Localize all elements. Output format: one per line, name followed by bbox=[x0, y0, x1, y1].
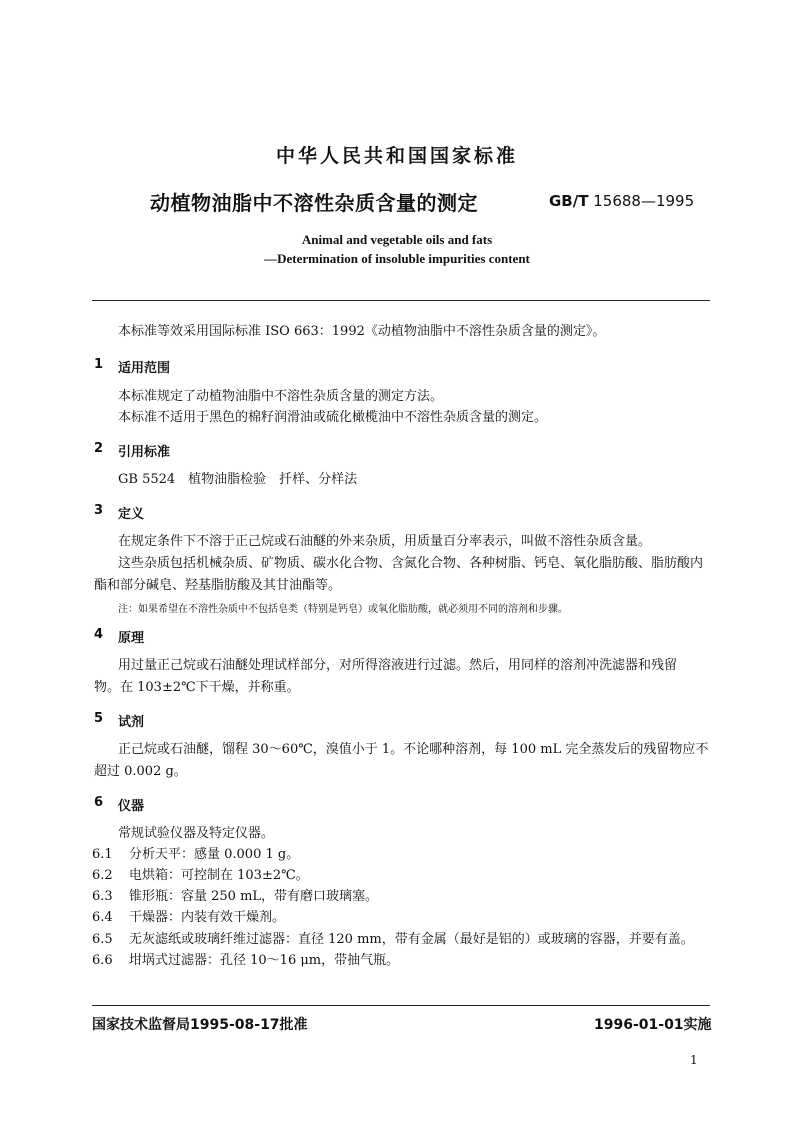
section-3-note: 注：如果希望在不溶性杂质中不包括皂类（特别是钙皂）或氧化脂肪酸，就必须用不同的溶剂和步骤。 bbox=[118, 604, 568, 615]
section-3-title: 定义 bbox=[118, 507, 145, 522]
item-6-2-number: 6.2 bbox=[92, 868, 113, 883]
standard-number bbox=[549, 192, 694, 210]
item-6-6-text: 坩埚式过滤器：孔径 10～16 μm，带抽气瓶。 bbox=[129, 953, 400, 968]
item-6-1-text: 分析天平：感量 0.000 1 g。 bbox=[129, 847, 300, 862]
section-2-line-1: GB 5524 植物油脂检验 扦样、分样法 bbox=[118, 472, 358, 487]
section-4-line-1: 用过量正己烷或石油醚处理试样部分，对所得溶液进行过滤。然后，用同样的溶剂冲洗滤器和残留 bbox=[118, 658, 678, 673]
item-6-4-number: 6.4 bbox=[92, 910, 113, 925]
section-4-line-2: 物。在 103±2℃下干燥，并称重。 bbox=[94, 680, 300, 695]
item-6-1-number: 6.1 bbox=[92, 847, 113, 862]
item-6-3-text: 锥形瓶：容量 250 mL，带有磨口玻璃塞。 bbox=[129, 889, 379, 904]
standard-number-prefix: GB/T bbox=[549, 192, 589, 210]
section-5-line-1: 正己烷或石油醚，馏程 30～60℃，溴值小于 1。不论哪种溶剂，每 100 mL 完全蒸发后的残留物应不 bbox=[118, 742, 709, 757]
section-1-line-2: 本标准不适用于黑色的棉籽润滑油或硫化橄榄油中不溶性杂质含量的测定。 bbox=[118, 410, 548, 425]
section-3-line-1: 在规定条件下不溶于正己烷或石油醚的外来杂质，用质量百分率表示，叫做不溶性杂质含量。 bbox=[118, 534, 652, 549]
footer-divider bbox=[92, 1005, 710, 1006]
section-4-title: 原理 bbox=[118, 631, 145, 646]
section-3-line-3: 酯和部分碱皂、羟基脂肪酸及其甘油酯等。 bbox=[94, 578, 342, 593]
section-5-number: 5 bbox=[94, 711, 104, 726]
section-2-title: 引用标准 bbox=[118, 445, 171, 460]
approval-statement: 国家技术监督局1995-08-17批准 bbox=[92, 1017, 308, 1033]
standard-number-value: 15688—1995 bbox=[593, 192, 695, 210]
section-5-title: 试剂 bbox=[118, 715, 145, 730]
section-3-line-2: 这些杂质包括机械杂质、矿物质、碳水化合物、含氮化合物、各种树脂、钙皂、氧化脂肪酸、脂肪酸内 bbox=[118, 556, 704, 571]
section-6-intro: 常规试验仪器及特定仪器。 bbox=[118, 826, 275, 841]
item-6-5-number: 6.5 bbox=[92, 932, 113, 947]
header-divider bbox=[92, 300, 710, 301]
page-number: 1 bbox=[690, 1053, 698, 1067]
implementation-date: 1996-01-01实施 bbox=[594, 1017, 712, 1033]
section-5-line-2: 超过 0.002 g。 bbox=[94, 764, 187, 779]
section-4-number: 4 bbox=[94, 627, 104, 642]
document-title-cn: 动植物油脂中不溶性杂质含量的测定 bbox=[150, 191, 478, 215]
section-6-number: 6 bbox=[94, 795, 104, 810]
intro-paragraph: 本标准等效采用国际标准 ISO 663：1992《动植物油脂中不溶性杂质含量的测定》。 bbox=[118, 324, 606, 339]
item-6-2-text: 电烘箱：可控制在 103±2℃。 bbox=[129, 868, 309, 883]
national-standard-heading: 中华人民共和国国家标准 bbox=[275, 145, 518, 167]
section-1-title: 适用范围 bbox=[118, 361, 171, 376]
document-title-en-line2: —Determination of insoluble impurities content bbox=[264, 251, 530, 266]
section-1-number: 1 bbox=[94, 357, 104, 372]
document-title-en-line1: Animal and vegetable oils and fats bbox=[301, 232, 493, 247]
item-6-3-number: 6.3 bbox=[92, 889, 113, 904]
section-2-number: 2 bbox=[94, 441, 104, 456]
item-6-6-number: 6.6 bbox=[92, 953, 113, 968]
section-3-number: 3 bbox=[94, 503, 104, 518]
item-6-5-text: 无灰滤纸或玻璃纤维过滤器：直径 120 mm，带有金属（最好是铝的）或玻璃的容器，并要有盖。 bbox=[129, 932, 694, 947]
item-6-4-text: 干燥器：内装有效干燥剂。 bbox=[129, 910, 286, 925]
section-6-title: 仪器 bbox=[118, 799, 145, 814]
section-1-line-1: 本标准规定了动植物油脂中不溶性杂质含量的测定方法。 bbox=[118, 389, 444, 404]
